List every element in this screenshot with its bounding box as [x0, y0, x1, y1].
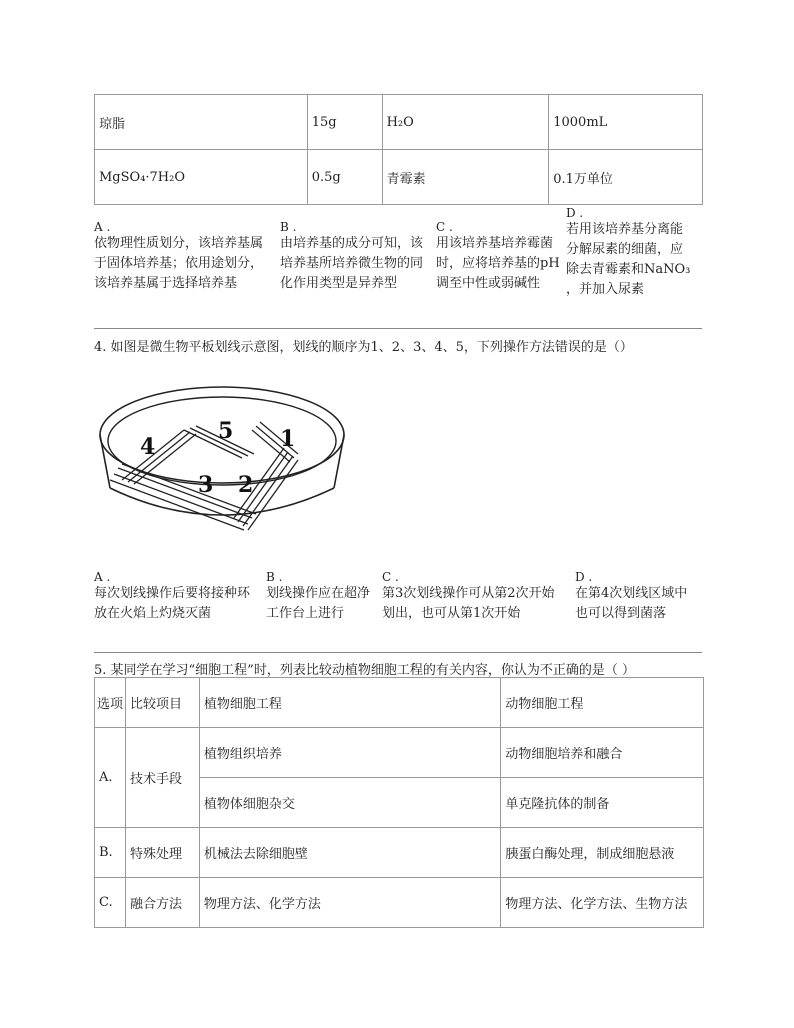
- streak-label-5: 5: [218, 418, 234, 444]
- option-text: 在第4次划线区域中: [575, 586, 688, 601]
- table-cell: 15g: [307, 95, 382, 150]
- table-cell: MgSO₄·7H₂O: [95, 150, 308, 205]
- streak-label-1: 1: [280, 426, 296, 452]
- q4-option-b[interactable]: [266, 570, 370, 624]
- option-text: 该培养基属于选择培养基: [94, 276, 238, 291]
- table-row: [95, 878, 704, 928]
- column-header: 选项: [95, 678, 126, 728]
- option-letter: A .: [94, 570, 111, 584]
- table-cell: 1000mL: [549, 95, 703, 150]
- q3-option-a[interactable]: [94, 220, 263, 294]
- option-letter: C .: [382, 570, 399, 584]
- option-letter: A .: [94, 220, 111, 234]
- option-cell: B.: [95, 828, 126, 878]
- q4-option-c[interactable]: [382, 570, 555, 624]
- item-cell: 技术手段: [125, 728, 199, 828]
- table-row: [95, 728, 704, 778]
- option-text: 时，应将培养基的pH: [436, 256, 560, 271]
- option-letter: C .: [436, 220, 453, 234]
- animal-cell: 物理方法、化学方法、生物方法: [501, 878, 704, 928]
- table-cell: 琼脂: [95, 95, 308, 150]
- plant-cell: 植物组织培养: [199, 728, 500, 778]
- table-cell: H₂O: [382, 95, 549, 150]
- option-text: 若用该培养基分离能: [566, 222, 684, 237]
- table-cell: 0.5g: [307, 150, 382, 205]
- option-text: 划线操作应在超净: [266, 586, 371, 601]
- streak-label-3: 3: [198, 472, 214, 498]
- plant-cell: 机械法去除细胞壁: [199, 828, 500, 878]
- option-cell: C.: [95, 878, 126, 928]
- q3-option-c[interactable]: [436, 220, 560, 294]
- option-text: 也可以得到菌落: [575, 606, 667, 621]
- option-text: 调至中性或弱碱性: [436, 276, 541, 291]
- option-text: 由培养基的成分可知，该: [280, 236, 424, 251]
- table-row: [95, 150, 703, 205]
- option-text: ，并加入尿素: [566, 282, 645, 297]
- column-header: 植物细胞工程: [199, 678, 500, 728]
- option-letter: B .: [266, 570, 283, 584]
- q4-option-d[interactable]: [575, 570, 687, 624]
- option-text: 第3次划线操作可从第2次开始: [382, 586, 555, 601]
- option-text: 每次划线操作后要将接种环: [94, 586, 251, 601]
- table-cell: 0.1万单位: [549, 150, 703, 205]
- q3-option-d[interactable]: [566, 206, 690, 300]
- column-header: 动物细胞工程: [501, 678, 704, 728]
- item-cell: 特殊处理: [125, 828, 199, 878]
- q5-stem: 5. 某同学在学习“细胞工程”时，列表比较动植物细胞工程的有关内容，你认为不正确的是（ ）: [94, 663, 635, 678]
- option-cell: A.: [95, 728, 126, 828]
- divider: [94, 652, 702, 653]
- q4-stem: 4. 如图是微生物平板划线示意图，划线的顺序为1、2、3、4、5，下列操作方法错误的是（）: [94, 340, 633, 355]
- petri-dish-streak-figure: [92, 370, 352, 542]
- cell-engineering-table: [94, 677, 704, 928]
- animal-cell: 胰蛋白酶处理，制成细胞悬液: [501, 828, 704, 878]
- option-text: 依物理性质划分，该培养基属: [94, 236, 264, 251]
- option-text: 除去青霉素和NaNO₃: [566, 262, 691, 277]
- plant-cell: 物理方法、化学方法: [199, 878, 500, 928]
- table-row: [95, 95, 703, 150]
- option-text: 分解尿素的细菌，应: [566, 242, 684, 257]
- option-text: 用该培养基培养霉菌: [436, 236, 554, 251]
- option-text: 化作用类型是异养型: [280, 276, 398, 291]
- q4-option-a[interactable]: [94, 570, 250, 624]
- table-row: [95, 828, 704, 878]
- option-text: 放在火焰上灼烧灭菌: [94, 606, 212, 621]
- q3-option-b[interactable]: [280, 220, 423, 294]
- option-text: 划出，也可从第1次开始: [382, 606, 521, 621]
- streak-label-4: 4: [140, 434, 156, 460]
- divider: [94, 328, 702, 329]
- option-letter: B .: [280, 220, 297, 234]
- medium-table: [94, 94, 703, 205]
- animal-cell: 单克隆抗体的制备: [501, 778, 704, 828]
- table-cell: 青霉素: [382, 150, 549, 205]
- animal-cell: 动物细胞培养和融合: [501, 728, 704, 778]
- option-letter: D .: [566, 206, 584, 220]
- option-letter: D .: [575, 570, 593, 584]
- option-text: 于固体培养基；依用途划分，: [94, 256, 264, 271]
- column-header: 比较项目: [125, 678, 199, 728]
- item-cell: 融合方法: [125, 878, 199, 928]
- option-text: 培养基所培养微生物的同: [280, 256, 424, 271]
- option-text: 工作台上进行: [266, 606, 345, 621]
- table-header-row: [95, 678, 704, 728]
- plant-cell: 植物体细胞杂交: [199, 778, 500, 828]
- streak-label-2: 2: [238, 472, 254, 498]
